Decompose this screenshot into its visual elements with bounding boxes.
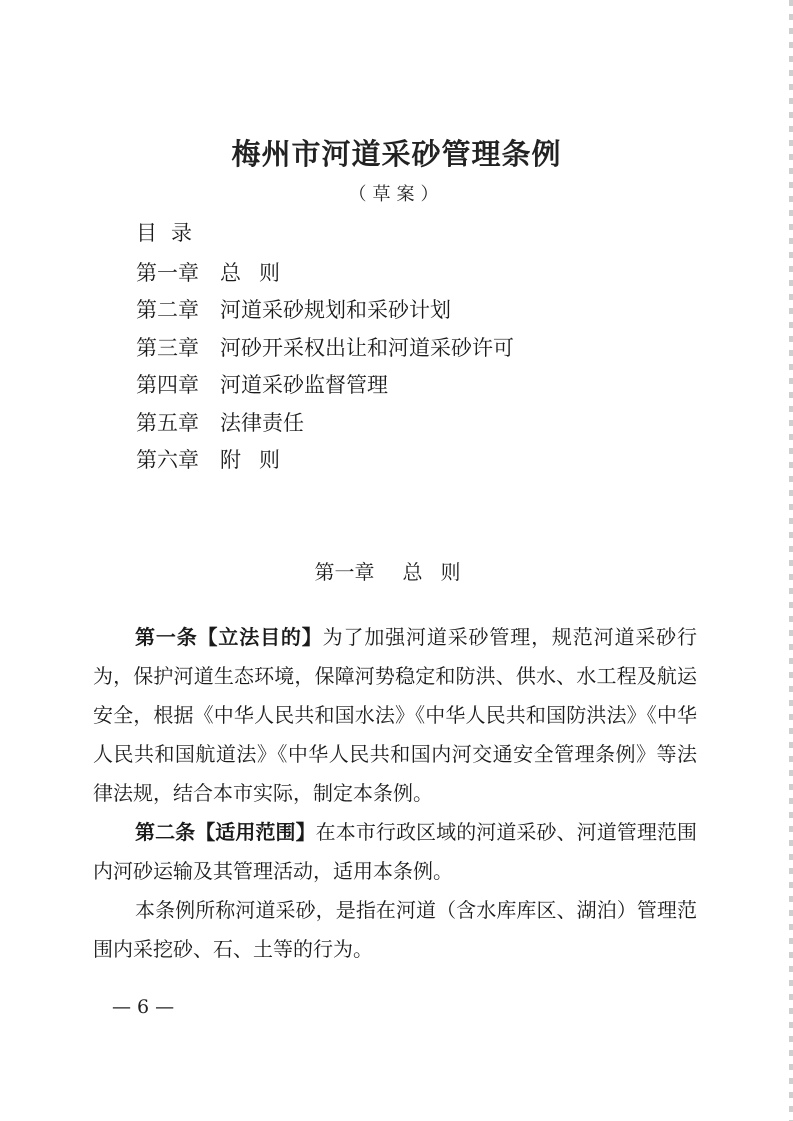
chapter-body (93, 618, 697, 969)
toc-heading: 目录 (136, 221, 206, 245)
page-number: — 6 — (112, 996, 175, 1018)
chapter-heading (0, 556, 793, 585)
toc-item (136, 292, 514, 329)
toc-chapter-number: 第一章 (136, 261, 199, 285)
toc-chapter-number: 第四章 (136, 373, 199, 398)
article-paragraph (93, 813, 697, 891)
toc-chapter-name: 河砂开采权出让和河道采砂许可 (220, 335, 514, 360)
toc-chapter-name: 河道采砂规划和采砂计划 (220, 298, 451, 323)
chapter-heading-name: 总则 (402, 560, 479, 584)
article-label: 第二条【适用范围】 (135, 820, 316, 844)
article-text: 在本市行政区域的河道采砂、河道管理范围内河砂运输及其管理活动，适用本条例。 (93, 820, 698, 883)
article-text: 为了加强河道采砂管理，规范河道采砂行为，保护河道生态环境，保障河势稳定和防洪、供水、水工程及航运安全，根据《中华人民共和国水法》《中华人民共和国防洪法》《中华人民共和国航道法》《中华人民共和国内河交通安全管理条例》等法律法规，结合本市实际，制定本条例。 (93, 625, 698, 805)
toc-chapter-name: 法律责任 (220, 410, 304, 435)
document-title: 梅州市河道采砂管理条例 (231, 137, 562, 171)
toc-chapter-name: 附则 (220, 447, 298, 472)
toc-item (136, 442, 514, 479)
binding-edge (789, 0, 793, 1121)
toc-item (136, 367, 514, 404)
article-paragraph (93, 891, 697, 969)
chapter-heading-number: 第一章 (314, 560, 375, 584)
toc-chapter-number: 第三章 (136, 335, 199, 360)
toc-chapter-name: 河道采砂监督管理 (220, 373, 388, 398)
document-subtitle: （草案） (348, 184, 445, 205)
toc-chapter-number: 第六章 (136, 447, 199, 472)
toc-item (136, 255, 514, 292)
article-paragraph (93, 618, 697, 813)
article-text: 本条例所称河道采砂，是指在河道（含水库库区、湖泊）管理范围内采挖砂、石、土等的行为。 (93, 898, 697, 961)
toc-item (136, 330, 514, 367)
toc-chapter-name: 总则 (220, 261, 298, 285)
toc-item (136, 405, 514, 442)
toc-chapter-number: 第五章 (136, 410, 199, 435)
article-label: 第一条【立法目的】 (135, 625, 323, 649)
table-of-contents (136, 218, 514, 479)
toc-chapter-number: 第二章 (136, 298, 199, 323)
